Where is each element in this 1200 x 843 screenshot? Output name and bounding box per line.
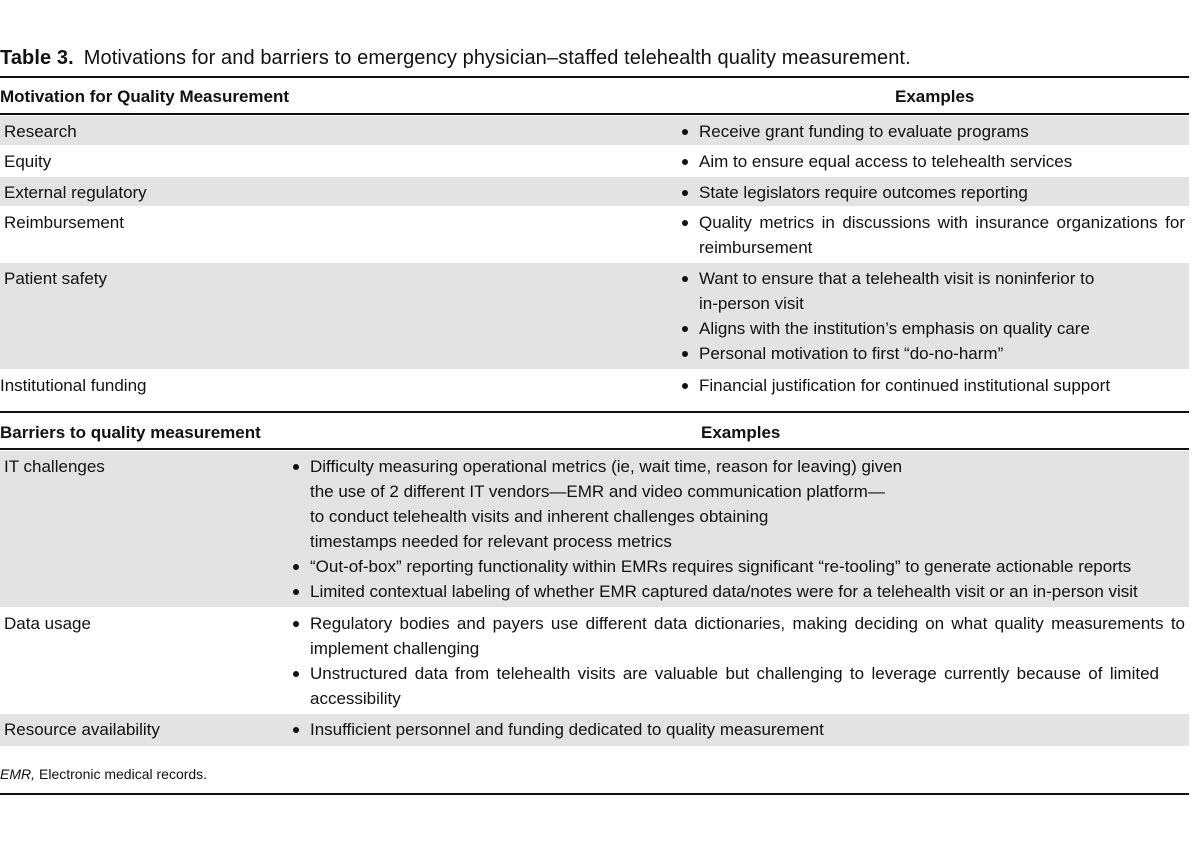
table-row (0, 207, 1189, 262)
table-row (0, 608, 1189, 713)
cropped-text-above (0, 0, 1200, 12)
table-row (0, 370, 1189, 410)
bullet-item: Receive grant funding to evaluate programs (682, 119, 1029, 144)
table-row (0, 714, 1189, 746)
section-divider-rule (0, 411, 1189, 413)
row-category: Institutional funding (0, 376, 147, 395)
bottom-rule (0, 793, 1189, 795)
bullet-item: State legislators require outcomes reporting (682, 180, 1028, 205)
footnote-abbreviation: EMR, (0, 766, 35, 782)
bullet-item: Want to ensure that a telehealth visit is noninferior to in-person visit (682, 266, 1094, 316)
motivation-examples-header: Examples (895, 87, 975, 106)
bullet-item: Personal motivation to first “do-no-harm” (682, 341, 1094, 366)
bullet-item: Quality metrics in discussions with insurance organizations for reimbursement (682, 210, 1185, 260)
row-category: Reimbursement (4, 213, 124, 232)
table-row (0, 146, 1189, 176)
row-examples (682, 119, 1029, 144)
bullet-item: Limited contextual labeling of whether EMR captured data/notes were for a telehealth visit or an in-person visit (293, 579, 1138, 604)
table-footnote (0, 766, 207, 782)
row-examples (682, 373, 1110, 398)
bullet-item: “Out-of-box” reporting functionality within EMRs requires significant “re-tooling” to generate actionable reports (293, 554, 1138, 579)
bullet-item: Insufficient personnel and funding dedicated to quality measurement (293, 717, 824, 742)
row-category: IT challenges (4, 457, 105, 476)
row-category: External regulatory (4, 183, 147, 202)
row-examples (293, 717, 824, 742)
row-examples (293, 611, 1185, 711)
row-category: Research (4, 122, 77, 141)
bullet-item: Financial justification for continued institutional support (682, 373, 1110, 398)
row-category: Patient safety (4, 269, 108, 288)
row-examples (682, 149, 1072, 174)
footnote-definition: Electronic medical records. (39, 766, 208, 782)
row-examples (682, 180, 1028, 205)
row-category: Data usage (4, 614, 91, 633)
motivation-header-rule (0, 113, 1189, 115)
bullet-item: Regulatory bodies and payers use different data dictionaries, making deciding on what quality measurements to implement challenging (293, 611, 1185, 661)
table-row (0, 116, 1189, 145)
table-caption (0, 47, 911, 70)
barriers-examples-header: Examples (701, 423, 781, 442)
table-title: Motivations for and barriers to emergency physician–staffed telehealth quality measurement. (83, 47, 911, 69)
table-row (0, 451, 1189, 607)
table-row (0, 263, 1189, 369)
row-examples (293, 454, 1138, 604)
barriers-header: Barriers to quality measurement (0, 423, 261, 442)
row-examples (682, 266, 1094, 366)
barriers-header-rule (0, 448, 1189, 450)
bullet-item: Aim to ensure equal access to telehealth services (682, 149, 1072, 174)
row-examples (682, 210, 1185, 260)
row-category: Resource availability (4, 720, 160, 739)
table-row (0, 177, 1189, 206)
table-label: Table 3. (0, 47, 74, 69)
row-category: Equity (4, 152, 52, 171)
bullet-item: Aligns with the institution’s emphasis on quality care (682, 316, 1094, 341)
bullet-item: Unstructured data from telehealth visits are valuable but challenging to leverage currently because of limited accessibility (293, 661, 1185, 711)
top-rule (0, 76, 1189, 78)
motivation-header: Motivation for Quality Measurement (0, 87, 290, 106)
bullet-item: Difficulty measuring operational metrics (ie, wait time, reason for leaving) given the use of 2 different IT vendors—EMR and video communication platform— to conduct telehealth visits and inherent challenges obtaining timestamps needed for relevant process metrics (293, 454, 1138, 554)
